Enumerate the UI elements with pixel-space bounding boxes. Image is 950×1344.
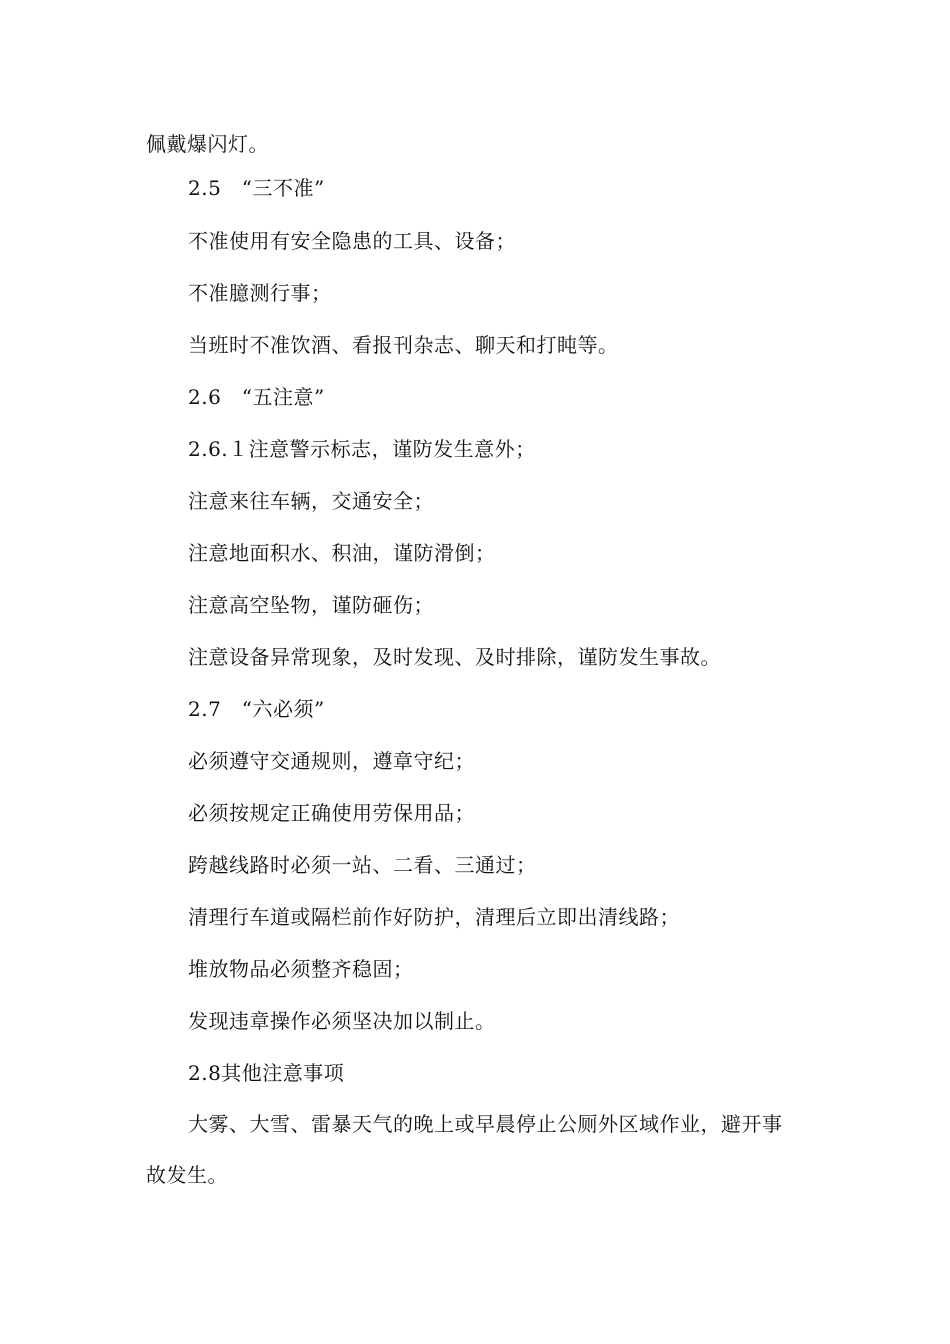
- text-line: 必须遵守交通规则，遵章守纪；: [188, 749, 475, 773]
- text-line: 注意来往车辆，交通安全；: [188, 489, 434, 513]
- text-line: 不准使用有安全隐患的工具、设备；: [188, 229, 516, 253]
- text-line: 堆放物品必须整齐稳固；: [188, 957, 414, 981]
- text-line: 注意设备异常现象，及时发现、及时排除，谨防发生事故。: [188, 645, 721, 669]
- section-heading-2-6: 2.6 “五注意”: [188, 385, 325, 409]
- text-line: 故发生。: [146, 1163, 228, 1187]
- text-line: 发现违章操作必须坚决加以制止。: [188, 1009, 496, 1033]
- text-line: 清理行车道或隔栏前作好防护，清理后立即出清线路；: [188, 905, 680, 929]
- text-line: 跨越线路时必须一站、二看、三通过；: [188, 853, 537, 877]
- text-line: 大雾、大雪、雷暴天气的晚上或早晨停止公厕外区域作业，避开事: [188, 1112, 783, 1136]
- text-line: 当班时不准饮酒、看报刊杂志、聊天和打盹等。: [188, 333, 619, 357]
- section-heading-2-7: 2.7 “六必须”: [188, 697, 325, 721]
- section-heading-2-5: 2.5 “三不准”: [188, 176, 325, 200]
- text-line: 2.6.１注意警示标志，谨防发生意外；: [188, 437, 536, 461]
- section-heading-2-8: 2.8其他注意事项: [188, 1061, 345, 1085]
- text-line: 必须按规定正确使用劳保用品；: [188, 801, 475, 825]
- text-line: 注意地面积水、积油，谨防滑倒；: [188, 541, 496, 565]
- text-line: 佩戴爆闪灯。: [146, 132, 269, 156]
- text-line: 注意高空坠物，谨防砸伤；: [188, 593, 434, 617]
- text-line: 不准臆测行事；: [188, 281, 332, 305]
